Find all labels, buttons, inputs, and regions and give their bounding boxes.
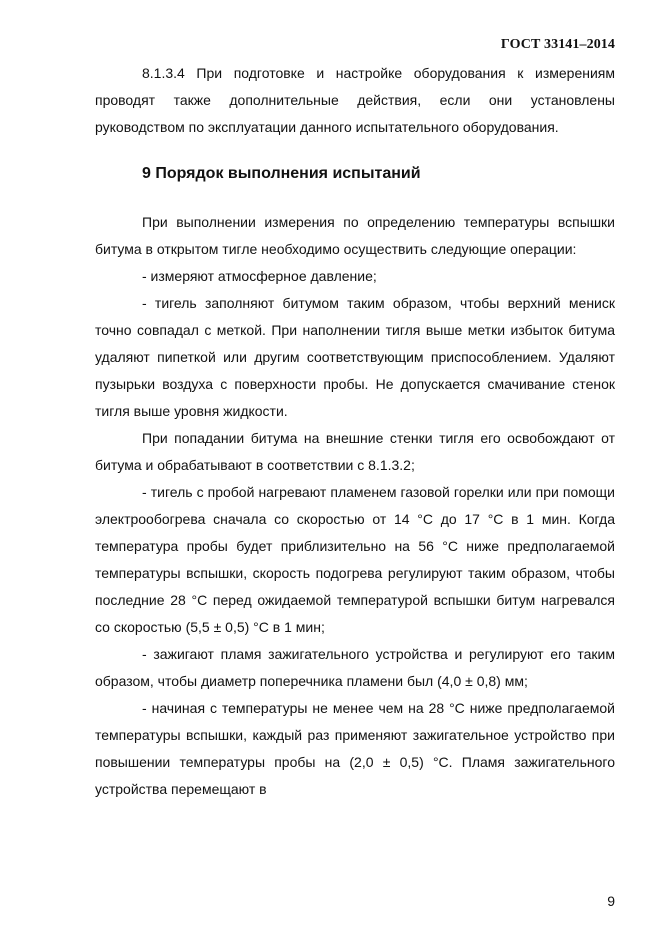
page-body <box>95 60 615 803</box>
list-item-heating: - тигель с пробой нагревают пламенем газовой горелки или при помощи электрообогрева сначала со скоростью от 14 °С до 17 °С в 1 мин. Когда температура пробы будет приблизительно на 56 °С ниже предполагаемой температуры вспышки, скорость подогрева регулируют таким образом, чтобы последние 28 °С перед ожидаемой температурой вспышки битум нагревался со скоростью (5,5 ± 0,5) °С в 1 мин; <box>95 484 615 635</box>
paragraph-intro: При выполнении измерения по определению температуры вспышки битума в открытом тигле необходимо осуществить следующие операции: <box>95 214 615 257</box>
list-item-apply-igniter: - начиная с температуры не менее чем на 28 °С ниже предполагаемой температуры вспышки, каждый раз применяют зажигательное устройство при повышении температуры пробы на (2,0 ± 0,5) °С. Пламя зажигательного устройства перемещают в <box>95 700 615 797</box>
paragraph-8-1-3-4: 8.1.3.4 При подготовке и настройке оборудования к измерениям проводят также дополнительные действия, если они установлены руководством по эксплуатации данного испытательного оборудования. <box>95 65 615 135</box>
page-number: 9 <box>607 893 615 909</box>
paragraph-external-walls: При попадании битума на внешние стенки тигля его освобождают от битума и обрабатывают в соответствии с 8.1.3.2; <box>95 430 615 473</box>
section-title: 9 Порядок выполнения испытаний <box>142 165 421 182</box>
list-item-ignite-flame: - зажигают пламя зажигательного устройства и регулируют его таким образом, чтобы диаметр поперечника пламени был (4,0 ± 0,8) мм; <box>95 646 615 689</box>
list-item-fill-crucible: - тигель заполняют битумом таким образом, чтобы верхний мениск точно совпадал с меткой. При наполнении тигля выше метки избыток битума удаляют пипеткой или другим соответствующим приспособлением. Удаляют пузырьки воздуха с поверхности пробы. Не допускается смачивание стенок тигля выше уровня жидкости. <box>95 295 615 419</box>
list-item-pressure: - измеряют атмосферное давление; <box>142 268 377 284</box>
document-standard-number: ГОСТ 33141–2014 <box>500 37 615 52</box>
